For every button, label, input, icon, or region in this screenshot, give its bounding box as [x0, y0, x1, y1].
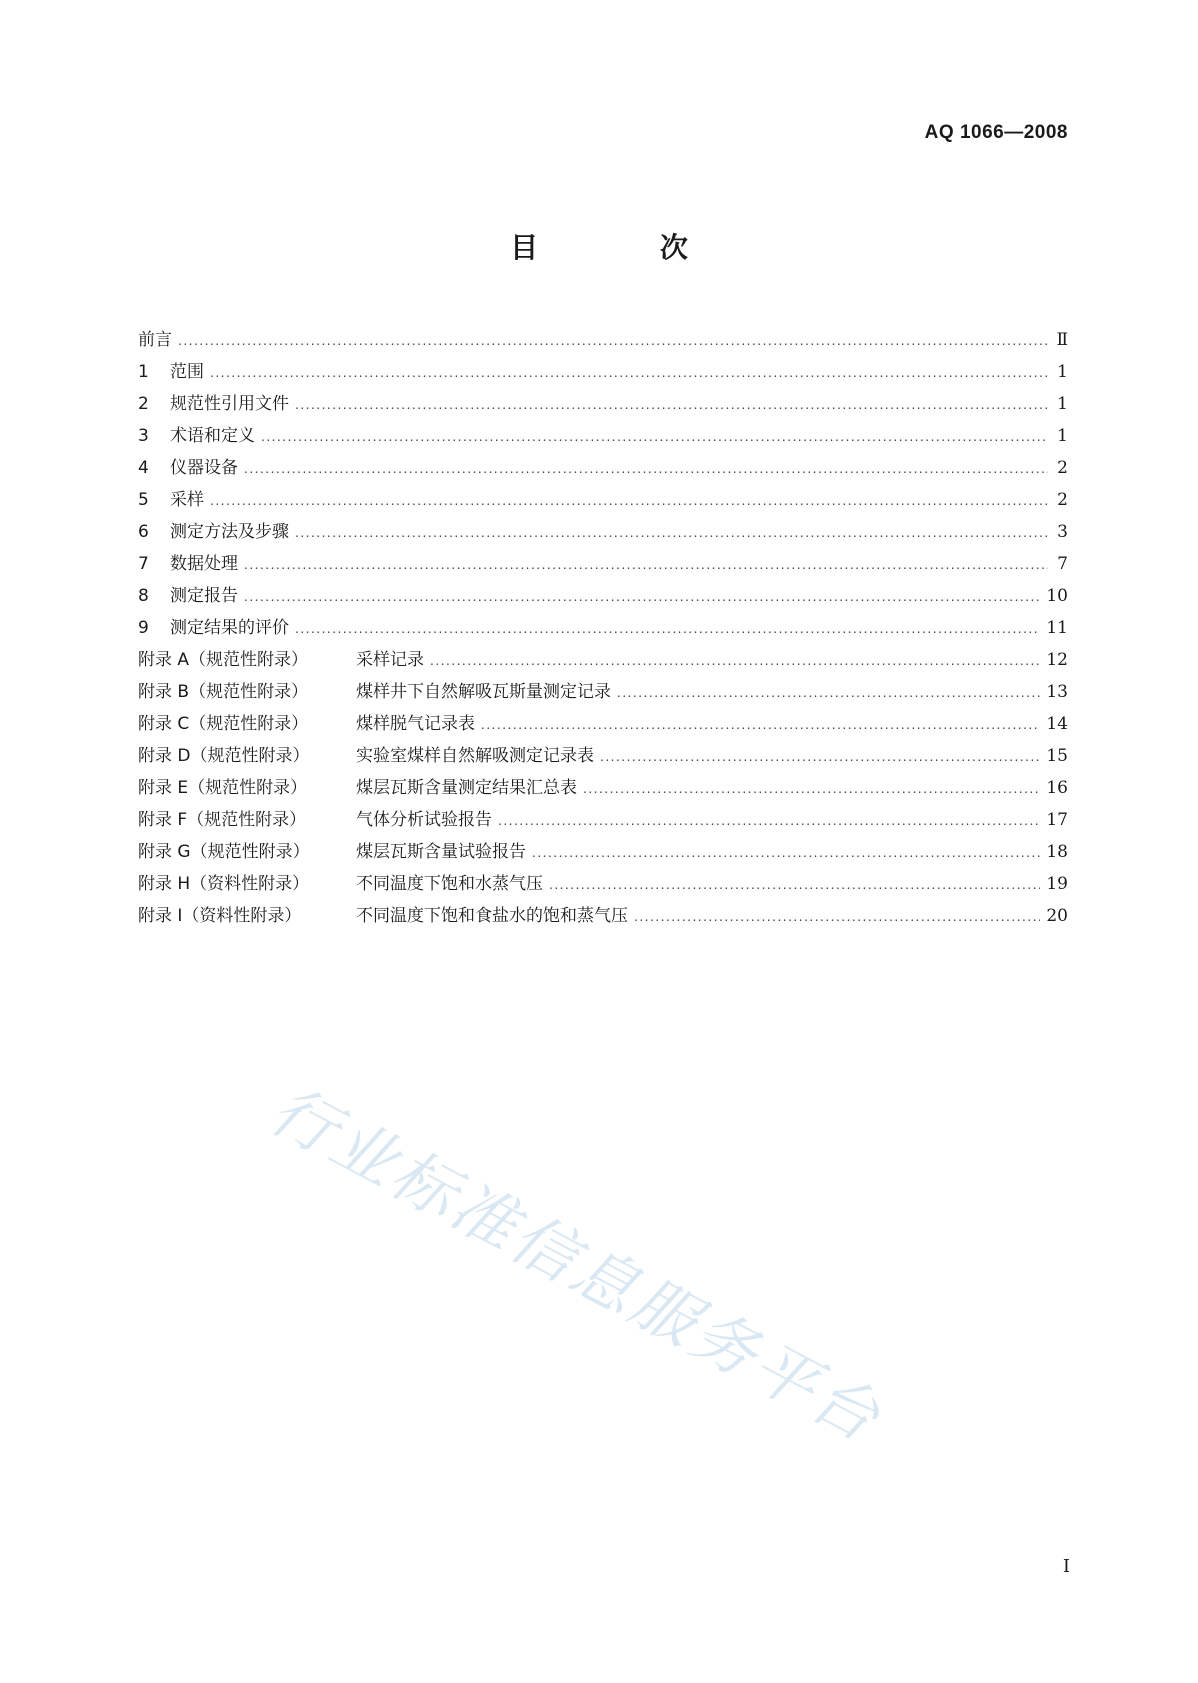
- toc-entry-page: 14: [1046, 714, 1068, 734]
- toc-entry-title: [138, 356, 204, 388]
- toc-dot-leader: [532, 837, 1040, 869]
- toc-entry-title: [138, 324, 172, 356]
- toc-dot-leader: [600, 741, 1040, 773]
- toc-entry-title: [138, 868, 543, 900]
- toc-entry[interactable]: [138, 420, 1068, 452]
- toc-entry-page: 13: [1046, 682, 1068, 702]
- toc-entry-label: 前言: [138, 330, 172, 350]
- toc-entry[interactable]: [138, 836, 1068, 868]
- toc-entry-label: 术语和定义: [170, 426, 255, 446]
- toc-entry-number: 7: [138, 554, 149, 574]
- toc-entry-label: 不同温度下饱和食盐水的饱和蒸气压: [356, 906, 628, 926]
- toc-entry-page: 15: [1046, 746, 1068, 766]
- toc-entry-page: 2: [1057, 490, 1068, 510]
- toc-entry[interactable]: [138, 804, 1068, 836]
- toc-entry-page: 1: [1057, 362, 1068, 382]
- toc-entry-title: [138, 740, 594, 772]
- toc-entry-label: 煤样井下自然解吸瓦斯量测定记录: [356, 682, 611, 702]
- toc-dot-leader: [244, 581, 1040, 613]
- toc-entry[interactable]: [138, 548, 1068, 580]
- toc-entry-page: 1: [1057, 426, 1068, 446]
- toc-entry-page: 16: [1046, 778, 1068, 798]
- toc-entry-title: [138, 644, 424, 676]
- toc-entry-number: 6: [138, 522, 149, 542]
- toc-entry-title: [138, 484, 204, 516]
- toc-dot-leader: [178, 325, 1048, 357]
- toc-dot-leader: [261, 421, 1048, 453]
- toc-entry-annex: 附录 C（规范性附录）: [138, 714, 309, 734]
- toc-entry-annex: 附录 A（规范性附录）: [138, 650, 309, 670]
- toc-entry-label: 气体分析试验报告: [356, 810, 492, 830]
- toc-entry-title: [138, 836, 526, 868]
- toc-entry-page: 18: [1046, 842, 1068, 862]
- toc-entry-title: [138, 708, 475, 740]
- toc-entry-title: [138, 516, 289, 548]
- toc-entry-label: 测定报告: [170, 586, 238, 606]
- toc-entry-label: 采样: [170, 490, 204, 510]
- toc-entry-title: [138, 804, 492, 836]
- toc-entry-annex: 附录 D（规范性附录）: [138, 746, 310, 766]
- watermark: 行业标准信息服务平台: [258, 1073, 894, 1458]
- toc-entry-title: [138, 580, 238, 612]
- table-of-contents: [138, 324, 1068, 932]
- toc-entry-number: 9: [138, 618, 149, 638]
- toc-entry-page: 11: [1046, 618, 1068, 638]
- toc-entry-title: [138, 900, 628, 932]
- toc-entry-title: [138, 388, 289, 420]
- toc-entry[interactable]: [138, 740, 1068, 772]
- toc-entry[interactable]: [138, 324, 1068, 356]
- toc-entry-annex: 附录 G（规范性附录）: [138, 842, 310, 862]
- page-number: I: [1062, 1556, 1070, 1577]
- toc-entry-page: 20: [1046, 906, 1068, 926]
- toc-entry-title: [138, 612, 289, 644]
- toc-entry[interactable]: [138, 900, 1068, 932]
- toc-entry[interactable]: [138, 772, 1068, 804]
- toc-entry[interactable]: [138, 644, 1068, 676]
- toc-dot-leader: [481, 709, 1040, 741]
- toc-entry-label: 煤样脱气记录表: [356, 714, 475, 734]
- toc-entry-label: 不同温度下饱和水蒸气压: [356, 874, 543, 894]
- toc-entry-page: 10: [1046, 586, 1068, 606]
- toc-entry-page: Ⅱ: [1056, 330, 1068, 350]
- toc-entry[interactable]: [138, 452, 1068, 484]
- toc-entry-page: 2: [1057, 458, 1068, 478]
- toc-entry[interactable]: [138, 868, 1068, 900]
- toc-dot-leader: [210, 357, 1048, 389]
- toc-entry[interactable]: [138, 676, 1068, 708]
- toc-entry-label: 测定方法及步骤: [170, 522, 289, 542]
- toc-entry-number: 4: [138, 458, 149, 478]
- toc-dot-leader: [583, 773, 1040, 805]
- toc-entry-title: [138, 452, 238, 484]
- toc-entry-label: 仪器设备: [170, 458, 238, 478]
- toc-dot-leader: [549, 869, 1040, 901]
- toc-entry-number: 3: [138, 426, 149, 446]
- toc-entry-label: 煤层瓦斯含量试验报告: [356, 842, 526, 862]
- toc-dot-leader: [295, 389, 1048, 421]
- toc-dot-leader: [617, 677, 1040, 709]
- toc-entry-label: 测定结果的评价: [170, 618, 289, 638]
- toc-entry-title: [138, 772, 577, 804]
- toc-entry[interactable]: [138, 708, 1068, 740]
- toc-entry[interactable]: [138, 612, 1068, 644]
- toc-entry-number: 5: [138, 490, 149, 510]
- toc-dot-leader: [244, 453, 1048, 485]
- toc-entry-page: 12: [1046, 650, 1068, 670]
- toc-entry-annex: 附录 H（资料性附录）: [138, 874, 310, 894]
- toc-entry-page: 19: [1046, 874, 1068, 894]
- toc-dot-leader: [430, 645, 1040, 677]
- toc-dot-leader: [244, 549, 1048, 581]
- toc-entry[interactable]: [138, 580, 1068, 612]
- toc-entry-number: 8: [138, 586, 149, 606]
- toc-entry-page: 1: [1057, 394, 1068, 414]
- toc-entry-number: 1: [138, 362, 149, 382]
- toc-entry-label: 范围: [170, 362, 204, 382]
- toc-entry-annex: 附录 I（资料性附录）: [138, 906, 302, 926]
- toc-entry-annex: 附录 F（规范性附录）: [138, 810, 307, 830]
- toc-entry-number: 2: [138, 394, 149, 414]
- standard-code: AQ 1066—2008: [924, 122, 1068, 143]
- toc-entry-title: [138, 548, 238, 580]
- toc-entry-label: 规范性引用文件: [170, 394, 289, 414]
- page-title: 目 次: [510, 231, 744, 264]
- toc-entry-title: [138, 420, 255, 452]
- toc-entry[interactable]: [138, 516, 1068, 548]
- toc-entry[interactable]: [138, 484, 1068, 516]
- toc-dot-leader: [498, 805, 1040, 837]
- toc-entry-label: 数据处理: [170, 554, 238, 574]
- toc-entry[interactable]: [138, 356, 1068, 388]
- toc-entry-title: [138, 676, 611, 708]
- toc-entry-annex: 附录 E（规范性附录）: [138, 778, 308, 798]
- toc-entry-label: 采样记录: [356, 650, 424, 670]
- toc-entry-page: 7: [1057, 554, 1068, 574]
- toc-dot-leader: [295, 613, 1040, 645]
- toc-entry-label: 实验室煤样自然解吸测定记录表: [356, 746, 594, 766]
- toc-dot-leader: [210, 485, 1048, 517]
- toc-entry-page: 17: [1046, 810, 1068, 830]
- toc-entry[interactable]: [138, 388, 1068, 420]
- toc-dot-leader: [295, 517, 1048, 549]
- toc-entry-page: 3: [1057, 522, 1068, 542]
- toc-entry-annex: 附录 B（规范性附录）: [138, 682, 309, 702]
- toc-entry-label: 煤层瓦斯含量测定结果汇总表: [356, 778, 577, 798]
- toc-dot-leader: [634, 901, 1040, 933]
